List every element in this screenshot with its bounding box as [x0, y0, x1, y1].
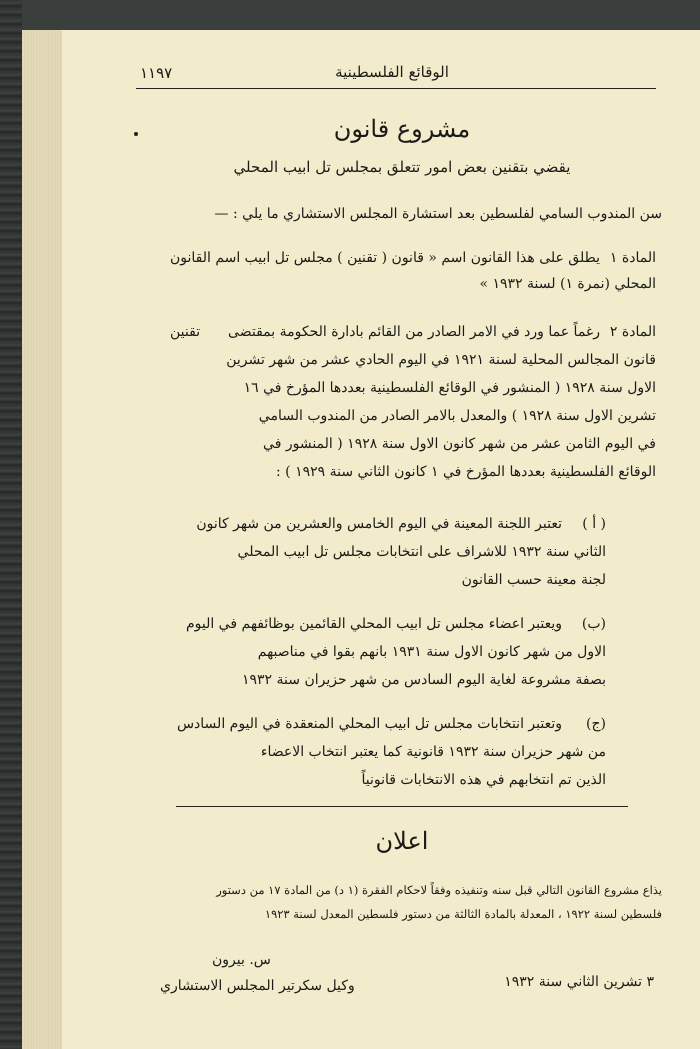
clause-a-line-2: الثاني سنة ١٩٣٢ للاشراف على انتخابات مجلس تل ابيب المحلي — [237, 544, 606, 560]
header-rule — [136, 88, 656, 89]
book-spine — [0, 0, 22, 1049]
bill-title: مشروع قانون — [333, 115, 471, 143]
clause-c-line-3: الذين تم انتخابهم في هذه الانتخابات قانونياً — [361, 772, 606, 788]
article1-line-1: يطلق على هذا القانون اسم « قانون ( تقنين ) مجلس تل ابيب — [244, 250, 600, 266]
signatory-title: وكيل سكرتير المجلس الاستشاري — [160, 978, 355, 994]
article2-line-4: تشرين الاول سنة ١٩٢٨ ) والمعدل بالامر الصادر من المندوب السامي — [258, 408, 656, 424]
article2-label: المادة ٢ — [609, 324, 656, 340]
article2-line-1: رغماً عما ورد في الامر الصادر من القائم بادارة الحكومة بمقتضى — [228, 324, 600, 340]
signatory-name: س. بيرون — [212, 952, 271, 968]
notice-line-2: فلسطين لسنة ١٩٢٢ ، المعدلة بالمادة الثالثة من دستور فلسطين المعدل لسنة ١٩٢٣ — [264, 907, 662, 921]
page-mark — [134, 132, 138, 136]
clause-a-letter: ( أ ) — [582, 516, 606, 532]
clause-b-line-1: ويعتبر اعضاء مجلس تل ابيب المحلي القائمين بوظائفهم في اليوم — [185, 616, 562, 632]
page-number: ١١٩٧ — [140, 64, 173, 82]
notice-line-1: يذاع مشروع القانون التالي قبل سنه وتنفيذه وفقاً لاحكام الفقرة (١ د) من المادة ١٧ من دستور — [216, 883, 662, 897]
clause-c-line-1: وتعتبر انتخابات مجلس تل ابيب المحلي المنعقدة في اليوم السادس — [176, 716, 562, 732]
clause-b-line-2: الاول من شهر كانون الاول سنة ١٩٣١ بانهم بقوا في مناصبهم — [257, 644, 606, 660]
section-divider — [176, 806, 628, 807]
clause-c-letter: (ج) — [586, 716, 606, 732]
article2-line-5: في اليوم الثامن عشر من شهر كانون الاول سنة ١٩٢٨ ( المنشور في — [263, 436, 656, 452]
clause-a-line-1: تعتبر اللجنة المعينة في اليوم الخامس والعشرين من شهر كانون — [196, 516, 562, 532]
clause-b-letter: (ب) — [581, 616, 606, 632]
clause-b-line-3: بصفة مشروعة لغاية اليوم السادس من شهر حزيران سنة ١٩٣٢ — [242, 672, 606, 688]
clause-a-line-3: لجنة معينة حسب القانون — [461, 572, 606, 588]
article1-side-title: اسم القانون — [170, 250, 241, 266]
bill-preamble: سن المندوب السامي لفلسطين بعد استشارة المجلس الاستشاري ما يلي : — — [214, 206, 662, 222]
article2-line-3: الاول سنة ١٩٢٨ ( المنشور في الوقائع الفلسطينية بعددها المؤرخ في ١٦ — [243, 380, 656, 396]
notice-date: ٣ تشرين الثاني سنة ١٩٣٢ — [504, 974, 654, 990]
running-title: الوقائع الفلسطينية — [335, 63, 449, 81]
article1-line-2: المحلي (نمرة ١) لسنة ١٩٣٢ » — [479, 276, 656, 292]
document-page — [62, 30, 700, 1049]
notice-title: اعلان — [375, 827, 429, 855]
bill-subtitle: يقضي بتقنين بعض امور تتعلق بمجلس تل ابيب المحلي — [233, 158, 571, 176]
article1-label: المادة ١ — [609, 250, 656, 266]
article2-line-2: قانون المجالس المحلية لسنة ١٩٢١ في اليوم الحادي عشر من شهر تشرين — [226, 352, 656, 368]
article2-side-title: تقنين — [170, 324, 201, 340]
article2-line-6: الوقائع الفلسطينية بعددها المؤرخ في ١ كانون الثاني سنة ١٩٢٩ ) : — [275, 464, 656, 480]
clause-c-line-2: من شهر حزيران سنة ١٩٣٢ قانونية كما يعتبر انتخاب الاعضاء — [260, 744, 606, 760]
book-cover-top — [22, 0, 700, 32]
